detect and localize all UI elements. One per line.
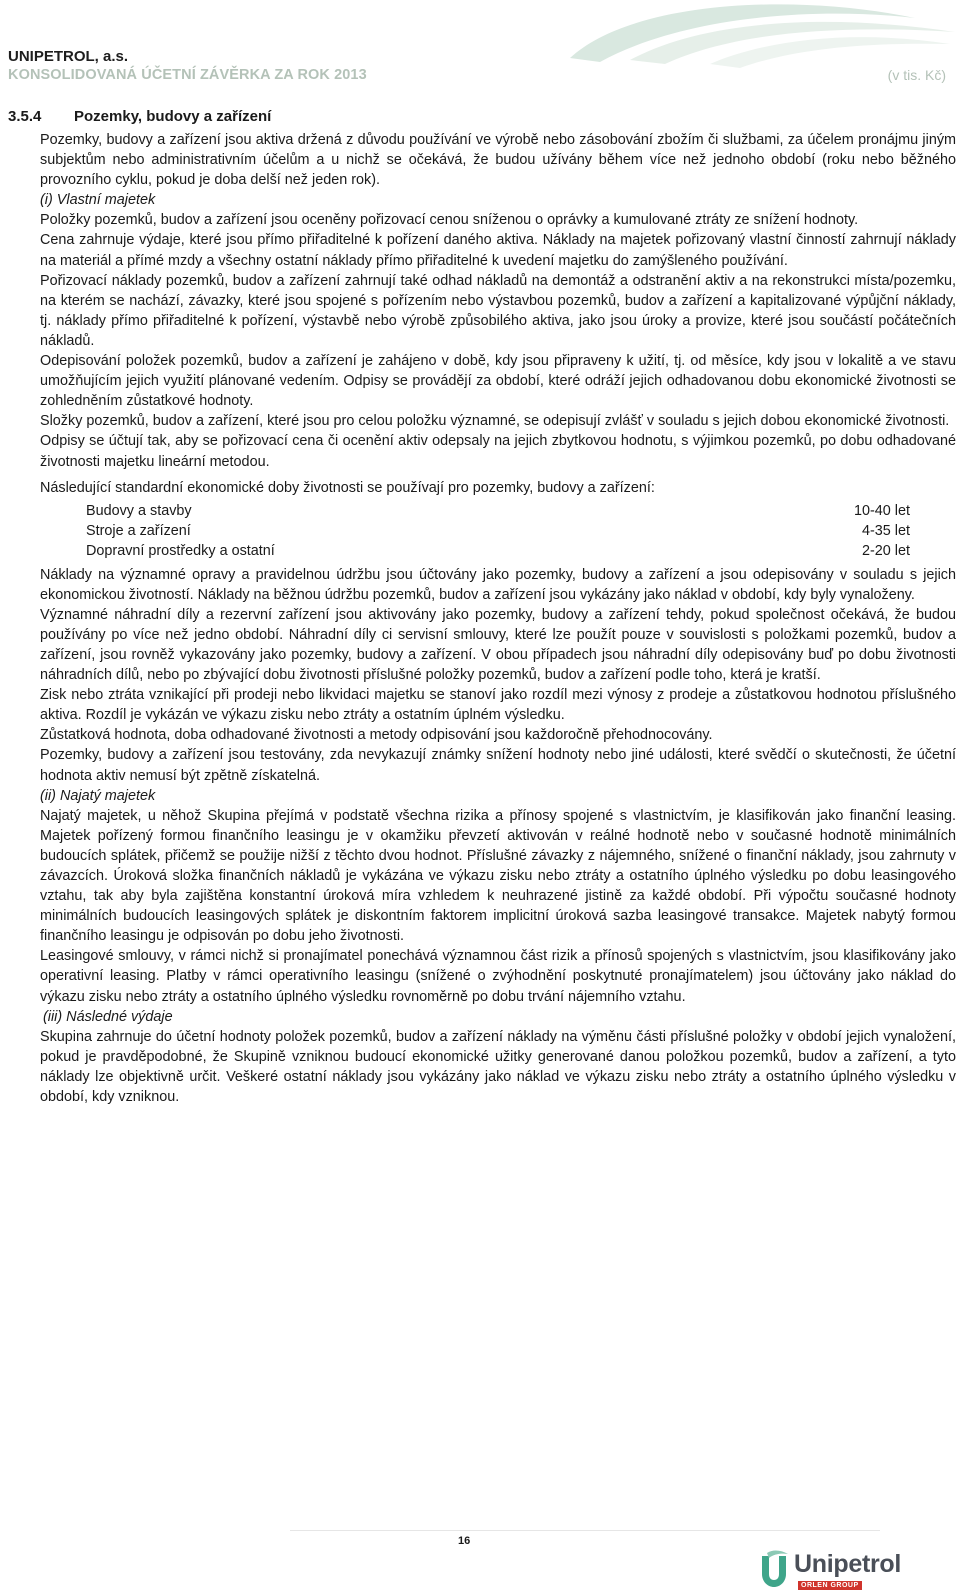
paragraph: Leasingové smlouvy, v rámci nichž si pronajímatel ponechává významnou část rizik a přínosů spojených s vlastnictvím, jsou klasifikovány jako operativní leasing. Platby v rámci operativního leasingu (snížené o zvýhodnění poskytnuté pronajímatelem) jsou účtovány jako náklad do výkazu zisku nebo ztráty a ostatního úplného výsledku rovnoměrně po dobu trvání nájemního vztahu. xyxy=(40,948,956,1005)
paragraph: Odepisování položek pozemků, budov a zařízení je zahájeno v době, kdy jsou připraveny k užití, tj. od měsíce, kdy jsou v lokalitě a ve stavu umožňujícím jejich využití plánované vedením. Odpisy se provádějí za období, které odráží jejich odhadovanou dobu ekonomické životnosti se zohledněním zůstatkové hodnoty. xyxy=(40,353,956,410)
logo-badge: ORLEN GROUP xyxy=(798,1581,862,1590)
paragraph-useful-lives-intro: Následující standardní ekonomické doby životnosti se používají pro pozemky, budovy a zařízení: xyxy=(40,479,655,496)
list-item-value: 4-35 let xyxy=(862,522,910,539)
paragraph: Položky pozemků, budov a zařízení jsou oceněny pořizovací cenou sníženou o oprávky a kumulované ztráty ze snížení hodnoty. xyxy=(40,212,859,229)
logo-mark-icon xyxy=(756,1550,792,1590)
paragraph: Najatý majetek, u něhož Skupina přejímá v podstatě všechna rizika a přínosy spojené s vlastnictvím, je klasifikován jako finanční leasing. Majetek pořízený formou finančního leasingu je v okamžiku převzetí aktivován v reálné hodnotě nebo v současné hodnotě minimálních budoucích splátek, přičemž se použije nižší z těchto dvou hodnot. Příslušné závazky z nájemného, snížené o finanční náklady, jsou zahrnuty v závazcích. Úroková složka finančních nákladů je vykázána ve výkazu zisku nebo ztráty a ostatního úplného výsledku po dobu leasingového vztahu, tak aby byla zajištěna konstantní úroková míra vzhledem k neuhrazené jistině za každé období. Při výpočtu současné hodnoty minimálních budoucích leasingových splátek je diskontním faktorem implicitní úroková sazba leasingové transakce. Majetek nabytý formou finančního leasingu je odpisován po dobu jeho životnosti. xyxy=(40,807,956,945)
section-number: 3.5.4 xyxy=(8,108,42,125)
page-number: 16 xyxy=(458,1535,471,1547)
subheading-own-assets: (i) Vlastní majetek xyxy=(40,192,156,209)
document-body xyxy=(40,130,956,1107)
company-name: UNIPETROL, a.s. xyxy=(8,48,129,65)
section-title: Pozemky, budovy a zařízení xyxy=(74,108,272,125)
paragraph: Zisk nebo ztráta vznikající při prodeji nebo likvidaci majetku se stanoví jako rozdíl mezi výnosy z prodeje a zůstatkovou hodnotou příslušného aktiva. Rozdíl je vykázán ve výkazu zisku nebo ztráty a ostatním úplném výsledku. xyxy=(40,687,956,724)
section-heading xyxy=(8,108,271,125)
logo-text: Unipetrol xyxy=(794,1550,902,1578)
paragraph: Odpisy se účtují tak, aby se pořizovací cena či ocenění aktiv odepsaly na jejich zbytkovou hodnotu, s výjimkou pozemků, po dobu odhadované životnosti majetku lineární metodou. xyxy=(40,433,956,470)
paragraph: Pořizovací náklady pozemků, budov a zařízení zahrnují také odhad nákladů na demontáž a odstranění aktiv a na rekonstrukci místa/pozemku, na kterém se nachází, závazky, které jsou spojené s pořízením nebo výstavbou pozemků, budov a zařízení a kapitalizované výpůjční náklady, tj. náklady přímo přiřaditelné k pořízení, výstavbě nebo výrobě způsobilého aktiva, jako jsou úroky a provize, které jsou součástí počátečních nákladů. xyxy=(40,272,956,349)
company-logo xyxy=(756,1548,956,1592)
paragraph: Náklady na významné opravy a pravidelnou údržbu jsou účtovány jako pozemky, budovy a zařízení a jsou odepisovány v souladu s jejich ekonomickou životností. Náklady na běžnou údržbu pozemků, budov a zařízení jsou vykázány jako náklad v období, kdy byly vynaloženy. xyxy=(40,566,956,603)
paragraph: Významné náhradní díly a rezervní zařízení jsou aktivovány jako pozemky, budovy a zařízení tehdy, pokud společnost očekává, že budou používány po více než jedno období. Náhradní díly ci servisní smlouvy, které lze použít pouze v souvislosti s položkami pozemků, budov a zařízení, jsou rovněž vykazovány jako pozemky, budovy a zařízení. V obou případech jsou náhradní díly odepisovány buď po dobu životnosti náhradních dílů, nebo po zbývající dobu životnosti příslušné položky pozemků, budov a zařízení podle toho, která je kratší. xyxy=(40,606,956,684)
list-item-label: Budovy a stavby xyxy=(86,502,192,519)
subheading-subsequent-expenditure: (iii) Následné výdaje xyxy=(43,1008,173,1025)
report-title: KONSOLIDOVANÁ ÚČETNÍ ZÁVĚRKA ZA ROK 2013 xyxy=(8,67,367,83)
swoosh-decoration-icon xyxy=(560,0,960,70)
paragraph: Cena zahrnuje výdaje, které jsou přímo přiřaditelné k pořízení daného aktiva. Náklady na majetek pořizovaný vlastní činností zahrnují náklady na materiál a přímé mzdy a všechny ostatní náklady přímo přiřaditelné k uvedení majetku do zamýšleného používání. xyxy=(40,232,956,269)
list-item xyxy=(86,521,910,541)
page-header xyxy=(0,0,960,90)
list-item xyxy=(86,501,910,521)
paragraph-intro: Pozemky, budovy a zařízení jsou aktiva držená z důvodu používání ve výrobě nebo zásobování zbožím či službami, za účelem pronájmu jiným subjektům nebo administrativním účelům a u nichž se očekává, že budou užívány během více než jednoho období (roku nebo běžného provozního cyklu, pokud je doba delší než jeden rok). xyxy=(40,132,956,189)
paragraph: Pozemky, budovy a zařízení jsou testovány, zda nevykazují známky snížení hodnoty nebo jiné události, které svědčí o skutečnosti, že účetní hodnota aktiv nemusí být zpětně získatelná. xyxy=(40,747,956,784)
useful-lives-list xyxy=(86,501,910,562)
currency-note: (v tis. Kč) xyxy=(887,67,946,83)
footer-divider xyxy=(290,1530,880,1531)
list-item-value: 10-40 let xyxy=(853,502,910,519)
list-item-label: Dopravní prostředky a ostatní xyxy=(86,543,275,560)
list-item xyxy=(86,541,910,561)
paragraph: Zůstatková hodnota, doba odhadované životnosti a metody odpisování jsou každoročně přehodnocovány. xyxy=(40,727,713,744)
list-item-label: Stroje a zařízení xyxy=(86,522,191,539)
subheading-leased-assets: (ii) Najatý majetek xyxy=(40,787,156,804)
list-item-value: 2-20 let xyxy=(862,543,910,560)
paragraph: Skupina zahrnuje do účetní hodnoty položek pozemků, budov a zařízení náklady na výměnu části příslušné položky v období jejich vynaložení, pokud je pravděpodobné, že Skupině vzniknou budoucí ekonomické užitky generované danou položkou pozemků, budov a zařízení, a tyto náklady lze objektivně určit. Veškeré ostatní náklady jsou vykázány jako náklad ve výkazu zisku nebo ztráty a ostatního úplného výsledku v období, kdy vzniknou. xyxy=(40,1028,956,1106)
paragraph: Složky pozemků, budov a zařízení, které jsou pro celou položku významné, se odepisují zvlášť v souladu s jejich dobou ekonomické životnosti. xyxy=(40,413,950,430)
